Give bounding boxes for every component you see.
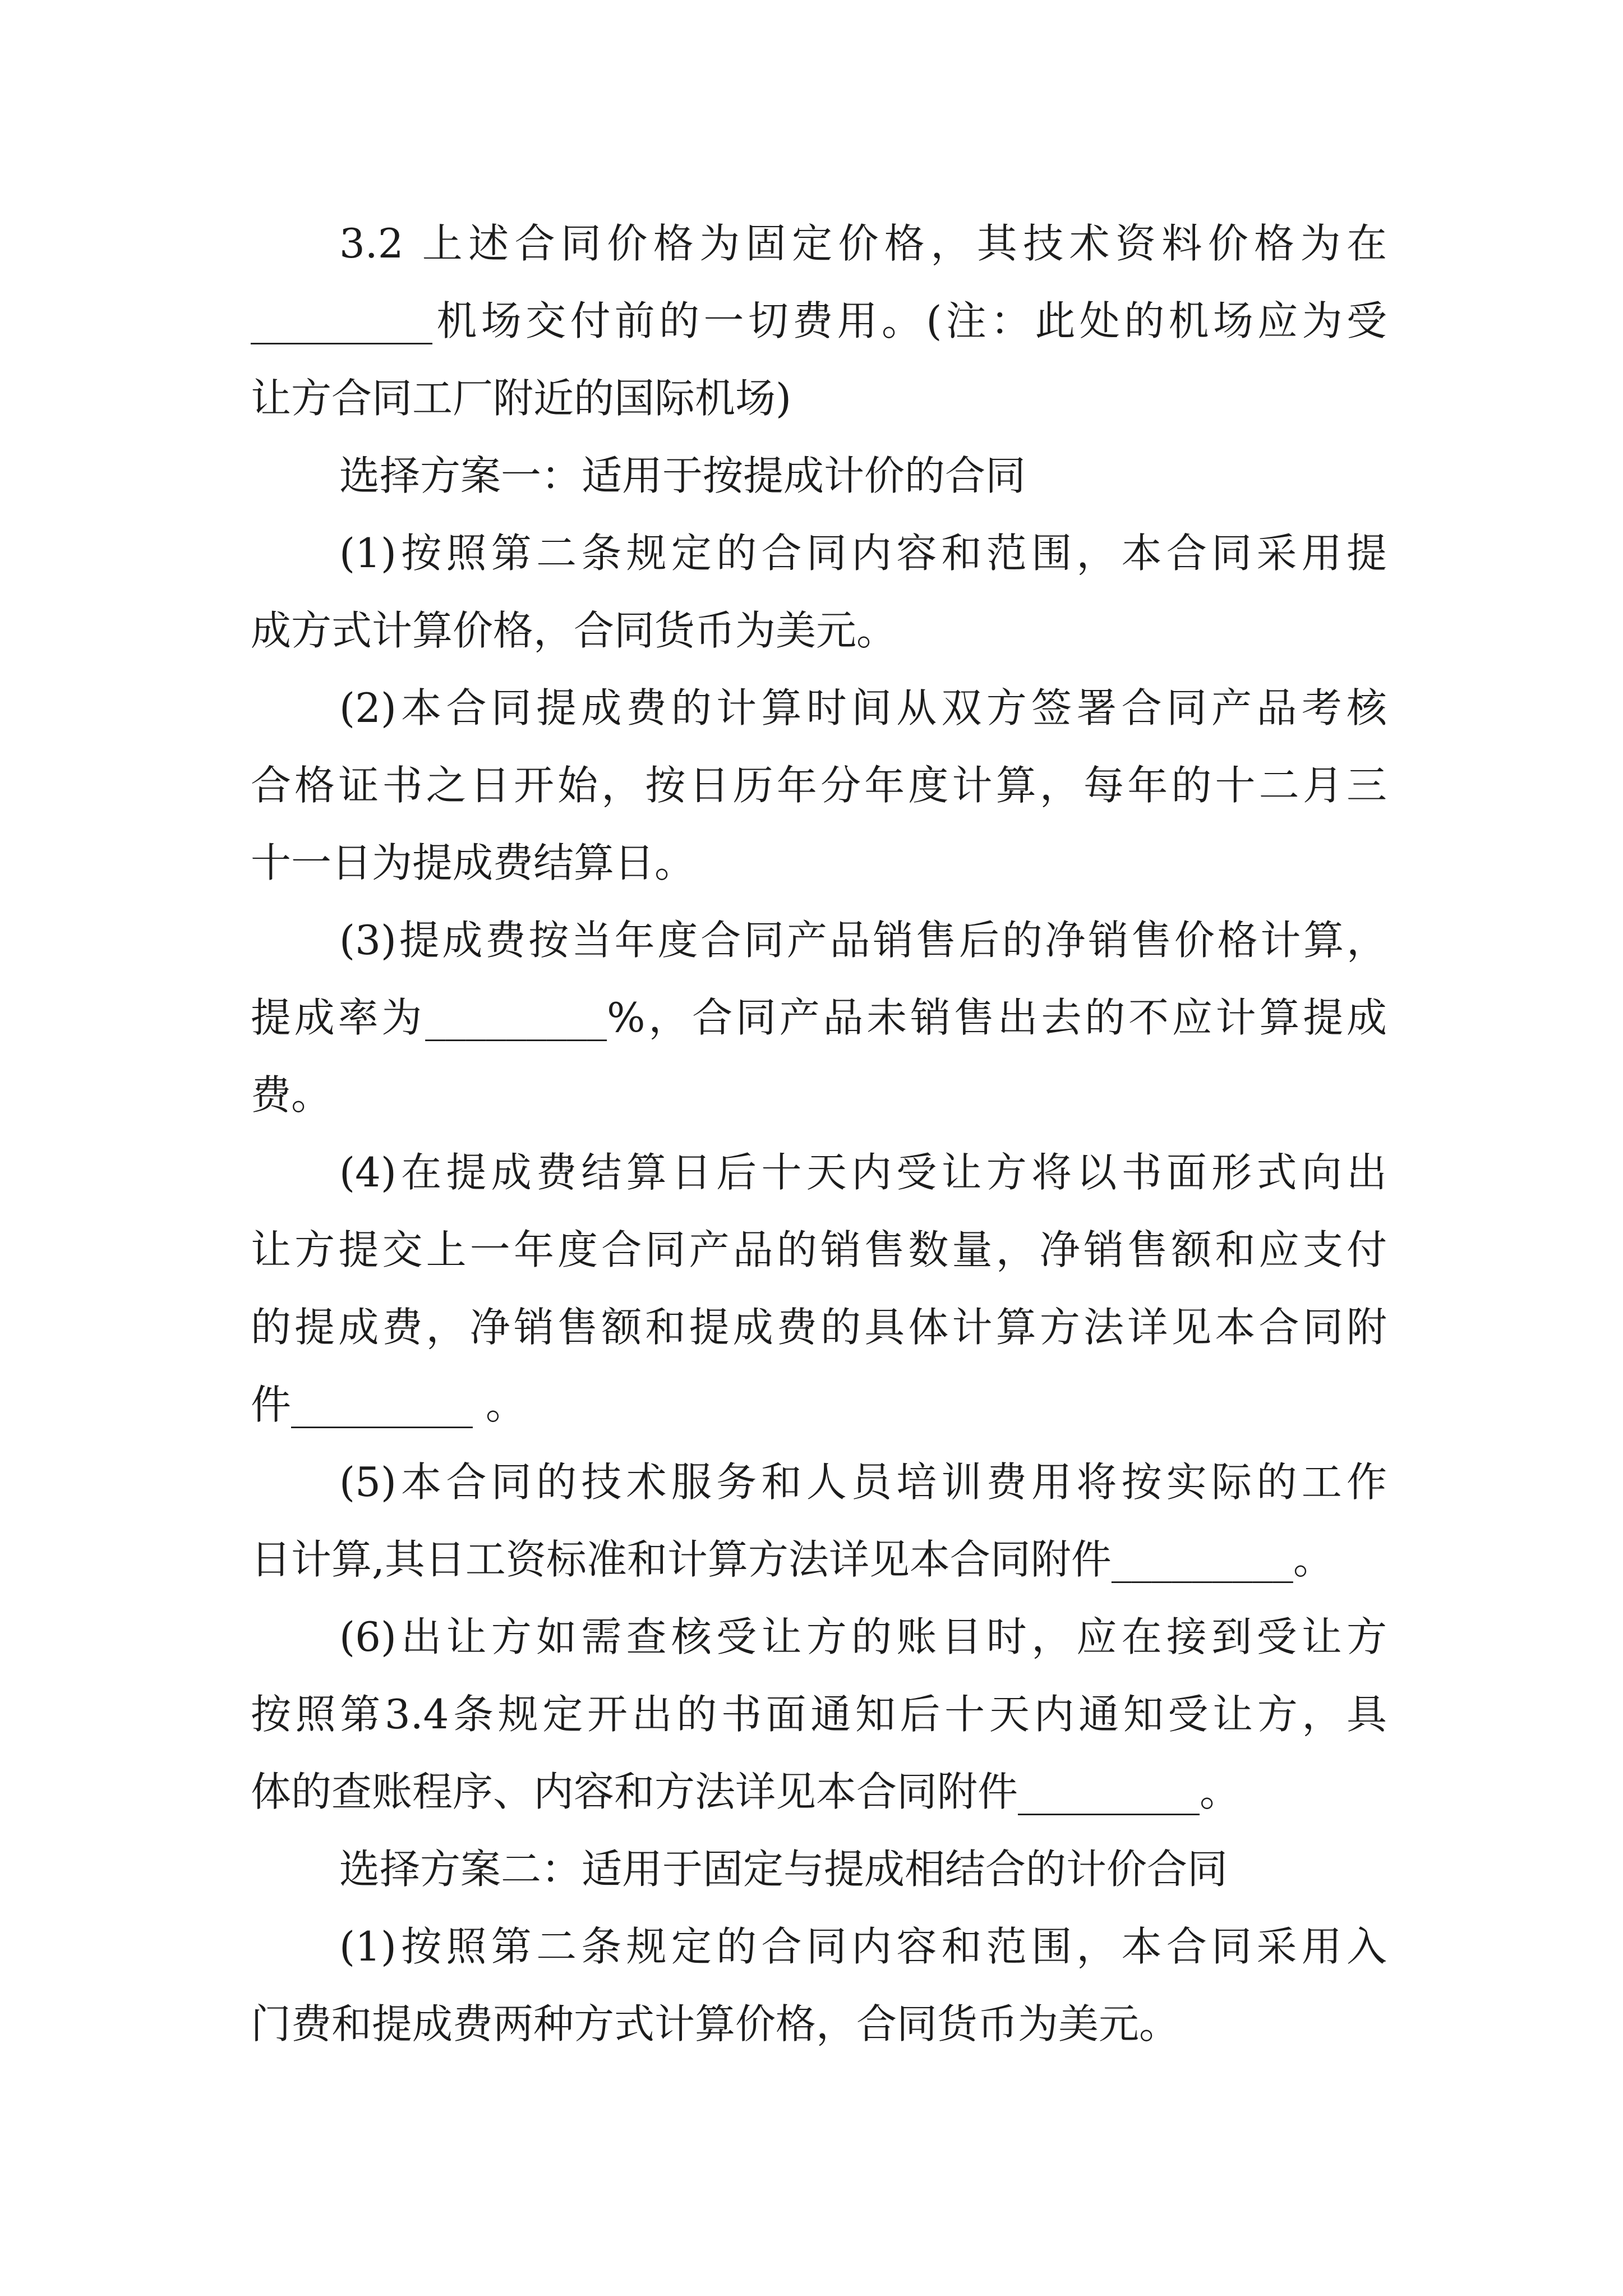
paragraph-line: (3)提成费按当年度合同产品销售后的净销售价格计算， (339, 917, 1387, 964)
paragraph (251, 669, 1387, 901)
paragraph (251, 514, 1387, 669)
paragraph-line: 让方合同工厂附近的国际机场) (251, 375, 792, 422)
paragraph (251, 1908, 1387, 2063)
paragraph (251, 205, 1387, 437)
paragraph (251, 901, 1387, 1134)
paragraph (251, 1830, 1387, 1908)
document-body (251, 205, 1387, 2063)
paragraph-line: 件_________ 。 (251, 1381, 526, 1428)
paragraph (251, 437, 1387, 514)
paragraph-line: (5)本合同的技术服务和人员培训费用将按实际的工作 (339, 1458, 1387, 1506)
paragraph-line: (1)按照第二条规定的合同内容和范围，本合同采用提 (339, 530, 1387, 577)
paragraph-line: 提成率为_________%，合同产品未销售出去的不应计算提成 (251, 994, 1387, 1041)
paragraph-line: 3.2 上述合同价格为固定价格，其技术资料价格为在 (339, 220, 1387, 267)
paragraph-line: 选择方案一：适用于按提成计价的合同 (339, 452, 1026, 499)
paragraph-line: 成方式计算价格，合同货币为美元。 (251, 607, 897, 654)
paragraph-line: (4)在提成费结算日后十天内受让方将以书面形式向出 (339, 1149, 1387, 1196)
paragraph-line: (6)出让方如需查核受让方的账目时，应在接到受让方 (339, 1613, 1387, 1660)
paragraph-line: 体的查账程序、内容和方法详见本合同附件_________。 (251, 1768, 1241, 1815)
paragraph-line: 的提成费，净销售额和提成费的具体计算方法详见本合同附 (251, 1304, 1387, 1351)
paragraph-line: 十一日为提成费结算日。 (251, 839, 695, 886)
paragraph-line: 费。 (251, 1071, 332, 1119)
paragraph-line: 门费和提成费两种方式计算价格，合同货币为美元。 (251, 2000, 1180, 2047)
paragraph-line: (2)本合同提成费的计算时间从双方签署合同产品考核 (339, 684, 1387, 731)
paragraph-line: (1)按照第二条规定的合同内容和范围，本合同采用入 (339, 1923, 1387, 1970)
paragraph-line: 让方提交上一年度合同产品的销售数量，净销售额和应支付 (251, 1226, 1387, 1273)
paragraph-line: 日计算,其日工资标准和计算方法详见本合同附件_________。 (251, 1536, 1334, 1583)
paragraph-line: 选择方案二：适用于固定与提成相结合的计价合同 (339, 1846, 1228, 1893)
paragraph-line: _________机场交付前的一切费用。(注：此处的机场应为受 (251, 297, 1387, 344)
paragraph (251, 1443, 1387, 1598)
paragraph-line: 合格证书之日开始，按日历年分年度计算，每年的十二月三 (251, 762, 1387, 809)
paragraph (251, 1134, 1387, 1443)
paragraph-line: 按照第3.4条规定开出的书面通知后十天内通知受让方，具 (251, 1691, 1387, 1738)
paragraph (251, 1598, 1387, 1830)
